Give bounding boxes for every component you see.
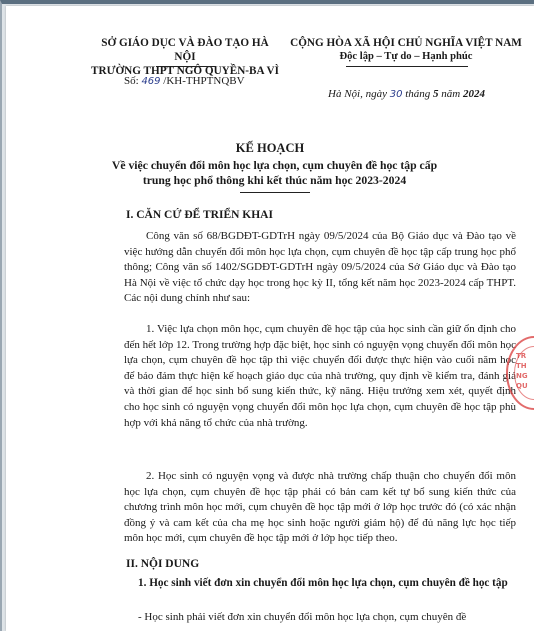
date-year: 2024 xyxy=(462,88,485,100)
date-year-label: năm xyxy=(438,88,463,100)
seal-text-2: TH xyxy=(516,362,527,370)
seal-text-1: TR xyxy=(516,352,527,360)
section-1-intro: Công văn số 68/BGDĐT-GDTrH ngày 09/5/2024 của Bộ Giáo dục và Đào tạo về việc hướng dẫn chuyển đổi môn học lựa chọn, cụm chuyên đề học tập cấp trung học phổ thông; Công văn số 1402/SGDĐT-GDTrH ngày 09/5/2024 của Sở Giáo dục và Đào tạo Hà Nội về việc tổ chức dạy học trong học kỳ II, tổng kết năm học 2023-2024 cấp THPT. Các nội dung chính như sau: xyxy=(124,230,516,305)
date-month-label: tháng xyxy=(402,88,434,100)
date-day-handwritten: 30 xyxy=(389,89,403,100)
document-title: KẾ HOẠCH xyxy=(235,141,305,155)
document-number xyxy=(124,75,245,87)
document-date xyxy=(328,88,485,100)
doc-number-prefix: Số: xyxy=(124,75,142,87)
section-1-point-1: 1. Việc lựa chọn môn học, cụm chuyên đề học tập của học sinh cần giữ ổn định cho đến hết lớp 12. Trong trường hợp đặc biệt, học sinh có nguyện vọng chuyển đổi môn học lựa chọn, cụm chuyên đề học tập thì việc chuyển đổi được thực hiện vào cuối năm học để bảo đảm thực hiện kế hoạch giáo dục của nhà trường, quy định về kiểm tra, đánh giá và thời gian để học sinh bổ sung kiến thức, kỹ năng. Hiệu trưởng xem xét, quyết định cho học sinh có nguyện vọng chuyển đổi môn học lựa chọn, cụm chuyên đề học tập phù hợp với khả năng tổ chức của nhà trường. xyxy=(124,323,516,429)
document-page xyxy=(6,6,534,631)
date-prefix: Hà Nội, ngày xyxy=(328,88,390,100)
school-name: TRƯỜNG THPT NGÔ QUYỀN-BA VÌ xyxy=(91,65,279,77)
doc-number-handwritten: 469 xyxy=(141,76,161,87)
document-subtitle: Về việc chuyển đổi môn học lựa chọn, cụm chuyên đề học tập cấp trung học phổ thông khi kết thúc năm học 2023-2024 xyxy=(111,159,438,187)
section-1-point-2: 2. Học sinh có nguyện vọng và được nhà trường chấp thuận cho chuyển đổi môn học lựa chọn, cụm chuyên đề học tập phải có bản cam kết tự bổ sung kiến thức của chương trình môn học mới, cụm chuyên đề học tập mới ở lớp học trước đó (có xác nhận đồng ý và cam kết của cha mẹ học sinh hoặc người giám hộ) để đủ năng lực học tiếp môn học mới, cụm chuyên đề học tập mới ở lớp học tiếp theo. xyxy=(124,470,516,545)
motto-underline xyxy=(346,66,468,67)
section-2-sub-1-heading: 1. Học sinh viết đơn xin chuyển đổi môn học lựa chọn, cụm chuyên đề học tập xyxy=(138,577,508,589)
seal-text-4: QU xyxy=(516,382,528,390)
subtitle-underline xyxy=(240,192,310,193)
issuer-header xyxy=(90,36,280,78)
national-title: CỘNG HÒA XÃ HỘI CHỦ NGHĨA VIỆT NAM xyxy=(290,37,522,49)
issuer-underline xyxy=(156,66,216,67)
date-month: 5 xyxy=(433,88,439,100)
section-2-heading: II. NỘI DUNG xyxy=(126,558,200,570)
seal-text-3: NG xyxy=(516,372,528,380)
national-header xyxy=(288,36,524,64)
doc-number-suffix: /KH-THPTNQBV xyxy=(160,75,245,87)
department-name: SỞ GIÁO DỤC VÀ ĐÀO TẠO HÀ NỘI xyxy=(101,37,269,63)
section-2-sub-1-text: - Học sinh phải viết đơn xin chuyển đổi môn học lựa chọn, cụm chuyên đề xyxy=(138,611,467,623)
section-1-heading: I. CĂN CỨ ĐỂ TRIỂN KHAI xyxy=(126,209,273,221)
national-motto: Độc lập – Tự do – Hạnh phúc xyxy=(339,51,473,62)
